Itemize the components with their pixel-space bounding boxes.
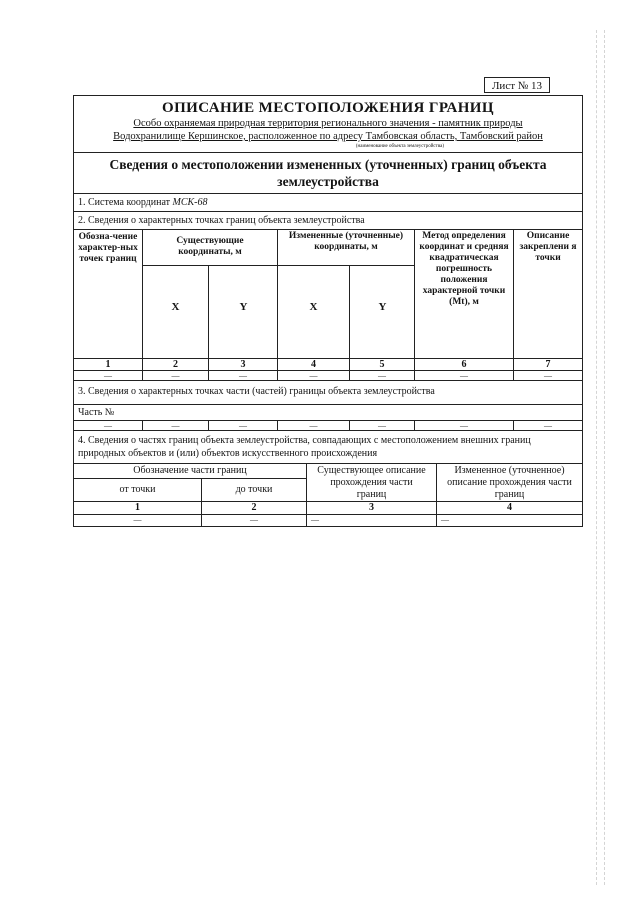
boundary-description-form xyxy=(73,95,583,527)
natural-boundaries-section-title: 4. Сведения о частях границ объекта землеустройства, совпадающих с местоположением внешних границ природных объектов и (или) объектов искусственного происхождения xyxy=(74,431,582,464)
empty-cell: — xyxy=(350,371,415,380)
parts-table-header xyxy=(74,464,582,502)
part-from-to xyxy=(74,479,306,503)
points-table-numbers xyxy=(74,359,582,371)
empty-cell: — xyxy=(209,421,278,430)
col-changed-label: Измененные (уточненные) координаты, м xyxy=(278,230,414,266)
col-num: 3 xyxy=(307,502,437,514)
col-to-point: до точки xyxy=(235,484,273,495)
col-part-designation xyxy=(74,464,307,503)
empty-cell: — xyxy=(74,515,202,526)
changed-y: Y xyxy=(378,301,387,313)
col-num: 1 xyxy=(74,359,143,370)
empty-cell: — xyxy=(441,515,449,524)
col-num: 4 xyxy=(507,502,512,513)
part-number-label: Часть № xyxy=(74,405,582,421)
empty-cell: — xyxy=(209,371,278,380)
parts-table-row xyxy=(74,515,582,526)
empty-cell: — xyxy=(74,421,143,430)
empty-cell: — xyxy=(278,421,350,430)
empty-cell: — xyxy=(350,421,415,430)
existing-y: Y xyxy=(239,301,248,313)
form-title: ОПИСАНИЕ МЕСТОПОЛОЖЕНИЯ ГРАНИЦ xyxy=(162,100,494,116)
col-part-label: Обозначение части границ xyxy=(74,464,306,479)
object-name-line2: Водохранилище Кершинское, расположенное по адресу Тамбовская область, Тамбовский район xyxy=(113,131,543,142)
col-existing-label: Существующие координаты, м xyxy=(143,230,277,266)
col-designation xyxy=(74,230,143,358)
changed-xy xyxy=(278,266,414,358)
col-existing-description: Существующее описание прохождения части границ xyxy=(307,464,437,503)
empty-cell: — xyxy=(202,515,307,526)
empty-cell: — xyxy=(307,515,437,526)
empty-cell: — xyxy=(415,371,514,380)
form-header xyxy=(74,96,582,153)
empty-cell: — xyxy=(415,421,514,430)
changed-x: X xyxy=(278,266,350,358)
object-name-line1: Особо охраняемая природная территория регионального значения - памятник природы xyxy=(133,118,523,129)
part-points-row xyxy=(74,421,582,431)
col-changed-description: Измененное (уточненное) описание прохождения части границ xyxy=(447,465,572,500)
empty-cell: — xyxy=(278,371,350,380)
empty-cell: — xyxy=(143,371,209,380)
coordinate-system-value: МСК-68 xyxy=(172,197,208,208)
col-from-point: от точки xyxy=(74,479,202,503)
empty-cell: — xyxy=(544,421,552,430)
empty-cell: — xyxy=(74,371,143,380)
object-name-caption: (наименование объекта землеустройства) xyxy=(355,144,444,149)
col-num: 5 xyxy=(350,359,415,370)
coordinate-system-row xyxy=(74,194,582,212)
col-changed-coords xyxy=(278,230,415,358)
existing-xy xyxy=(143,266,277,358)
col-num: 2 xyxy=(202,502,307,514)
sheet-number: Лист № 13 xyxy=(484,77,550,93)
section-title: Сведения о местоположении измененных (уточненных) границ объекта землеустройства xyxy=(74,153,582,194)
col-existing-coords xyxy=(143,230,278,358)
scan-edge-line xyxy=(604,30,605,885)
existing-x: X xyxy=(143,266,209,358)
points-table-header xyxy=(74,230,582,359)
col-designation-label: Обозна-чение характер-ных точек границ xyxy=(78,232,138,264)
empty-cell: — xyxy=(544,371,552,380)
col-point-description: Описание закреплени я точки xyxy=(519,231,577,263)
col-num: 2 xyxy=(143,359,209,370)
parts-table-numbers xyxy=(74,502,582,515)
col-method: Метод определения координат и средняя квадратическая погрешность положения характерной точки (Mt), м xyxy=(415,230,514,358)
points-table-row xyxy=(74,371,582,381)
col-num: 4 xyxy=(278,359,350,370)
col-num: 1 xyxy=(74,502,202,514)
points-section-title: 2. Сведения о характерных точках границ объекта землеустройства xyxy=(74,212,582,230)
col-num: 3 xyxy=(209,359,278,370)
scan-edge-line xyxy=(596,30,597,885)
coordinate-system-label: 1. Система координат xyxy=(78,197,173,208)
col-num: 6 xyxy=(415,359,514,370)
col-num: 7 xyxy=(545,359,551,370)
empty-cell: — xyxy=(143,421,209,430)
part-points-section-title: 3. Сведения о характерных точках части (частей) границы объекта землеустройства xyxy=(74,381,582,405)
